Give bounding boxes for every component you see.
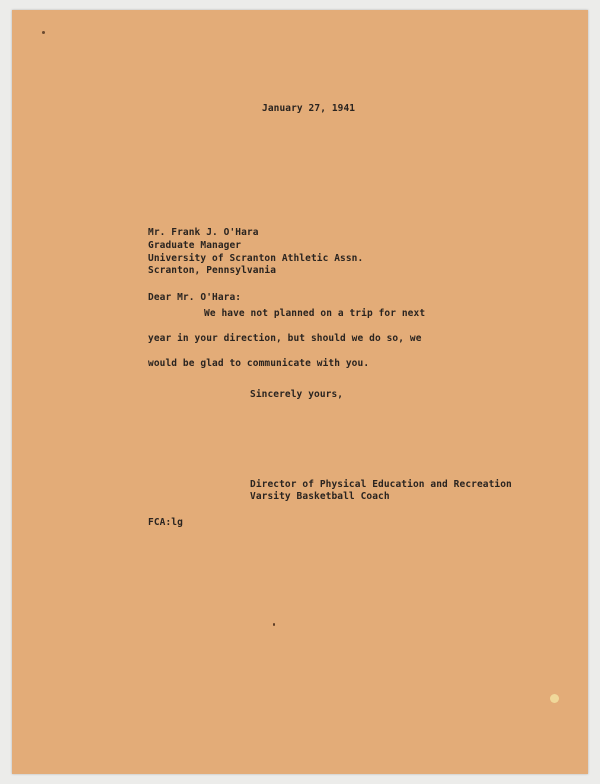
signature-subtitle: Varsity Basketball Coach <box>250 491 390 502</box>
reference-initials: FCA:lg <box>148 517 183 528</box>
signature-title: Director of Physical Education and Recreation <box>250 479 512 490</box>
paper-speck <box>550 694 559 703</box>
recipient-name: Mr. Frank J. O'Hara <box>148 227 259 238</box>
body-line: would be glad to communicate with you. <box>148 358 370 369</box>
body-line: We have not planned on a trip for next <box>204 308 426 319</box>
body-line: year in your direction, but should we do so, we <box>148 333 422 344</box>
salutation: Dear Mr. O'Hara: <box>148 292 242 303</box>
recipient-location: Scranton, Pennsylvania <box>148 265 277 276</box>
paper-speck <box>273 623 275 626</box>
closing: Sincerely yours, <box>250 389 344 400</box>
letter-date: January 27, 1941 <box>262 103 356 114</box>
paper-speck <box>42 31 45 34</box>
recipient-title: Graduate Manager <box>148 240 242 251</box>
letter-page <box>12 10 588 774</box>
recipient-organization: University of Scranton Athletic Assn. <box>148 253 364 264</box>
